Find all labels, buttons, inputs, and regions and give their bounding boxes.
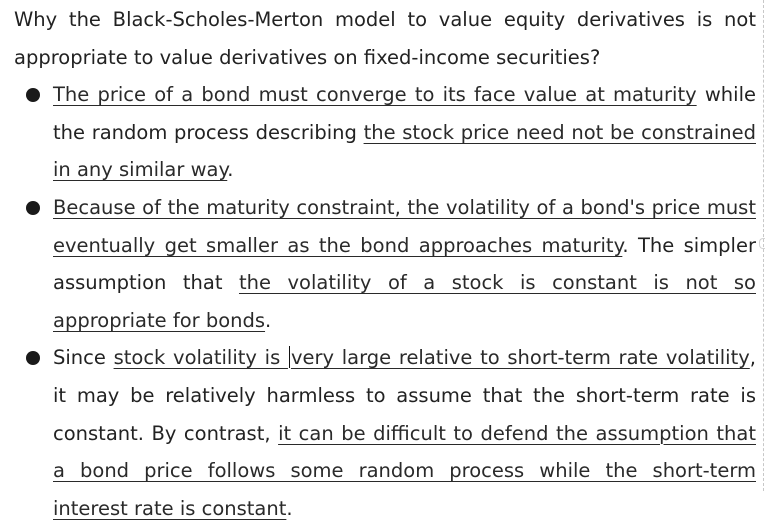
text-run: , it may be relatively harmless to assume that the short-term rate is constant. By contrast, — [53, 346, 756, 445]
underlined-phrase: the volatility of a stock is constant is not so appropriate for bonds — [53, 271, 756, 332]
text-run: . The simpler assumption that — [53, 233, 756, 295]
bullet-dot-icon — [26, 351, 40, 365]
underlined-phrase: The price of a bond must converge to its face value at maturity — [53, 83, 697, 107]
margin-bracket-icon — [759, 238, 765, 249]
underlined-phrase: Because of the maturity constraint, the volatility of a bond's price must eventually get smaller as the bond approaches maturity — [53, 195, 756, 257]
document-body[interactable] — [14, 0, 756, 527]
text-run: Since — [53, 346, 114, 370]
bullet-dot-icon — [26, 88, 40, 102]
bullet-list — [14, 76, 756, 527]
question-paragraph[interactable]: Why the Black-Scholes-Merton model to value equity derivatives is not appropriate to value derivatives on fixed-income securities? — [14, 8, 756, 69]
underlined-phrase: it can be difficult to defend the assumption that a bond price follows some random process while the short-term interest rate is constant — [53, 421, 756, 520]
bullet-item[interactable] — [14, 339, 756, 527]
bullet-item[interactable] — [14, 189, 756, 339]
bullet-text[interactable] — [53, 196, 756, 332]
underlined-phrase: very large relative to short-term rate volatility — [290, 346, 750, 370]
bullet-item[interactable] — [14, 76, 756, 189]
text-run: . — [286, 496, 293, 520]
underlined-phrase: the stock price need not be constrained in any similar way — [53, 120, 756, 182]
text-run: . — [227, 158, 234, 182]
bullet-text[interactable] — [53, 346, 756, 519]
text-run: while the random process describing — [53, 83, 756, 144]
bullet-text[interactable] — [53, 83, 756, 181]
underlined-phrase: stock volatility is — [113, 346, 288, 370]
text-run: . — [265, 308, 272, 332]
text-cursor — [289, 346, 290, 368]
bullet-dot-icon — [26, 201, 40, 215]
